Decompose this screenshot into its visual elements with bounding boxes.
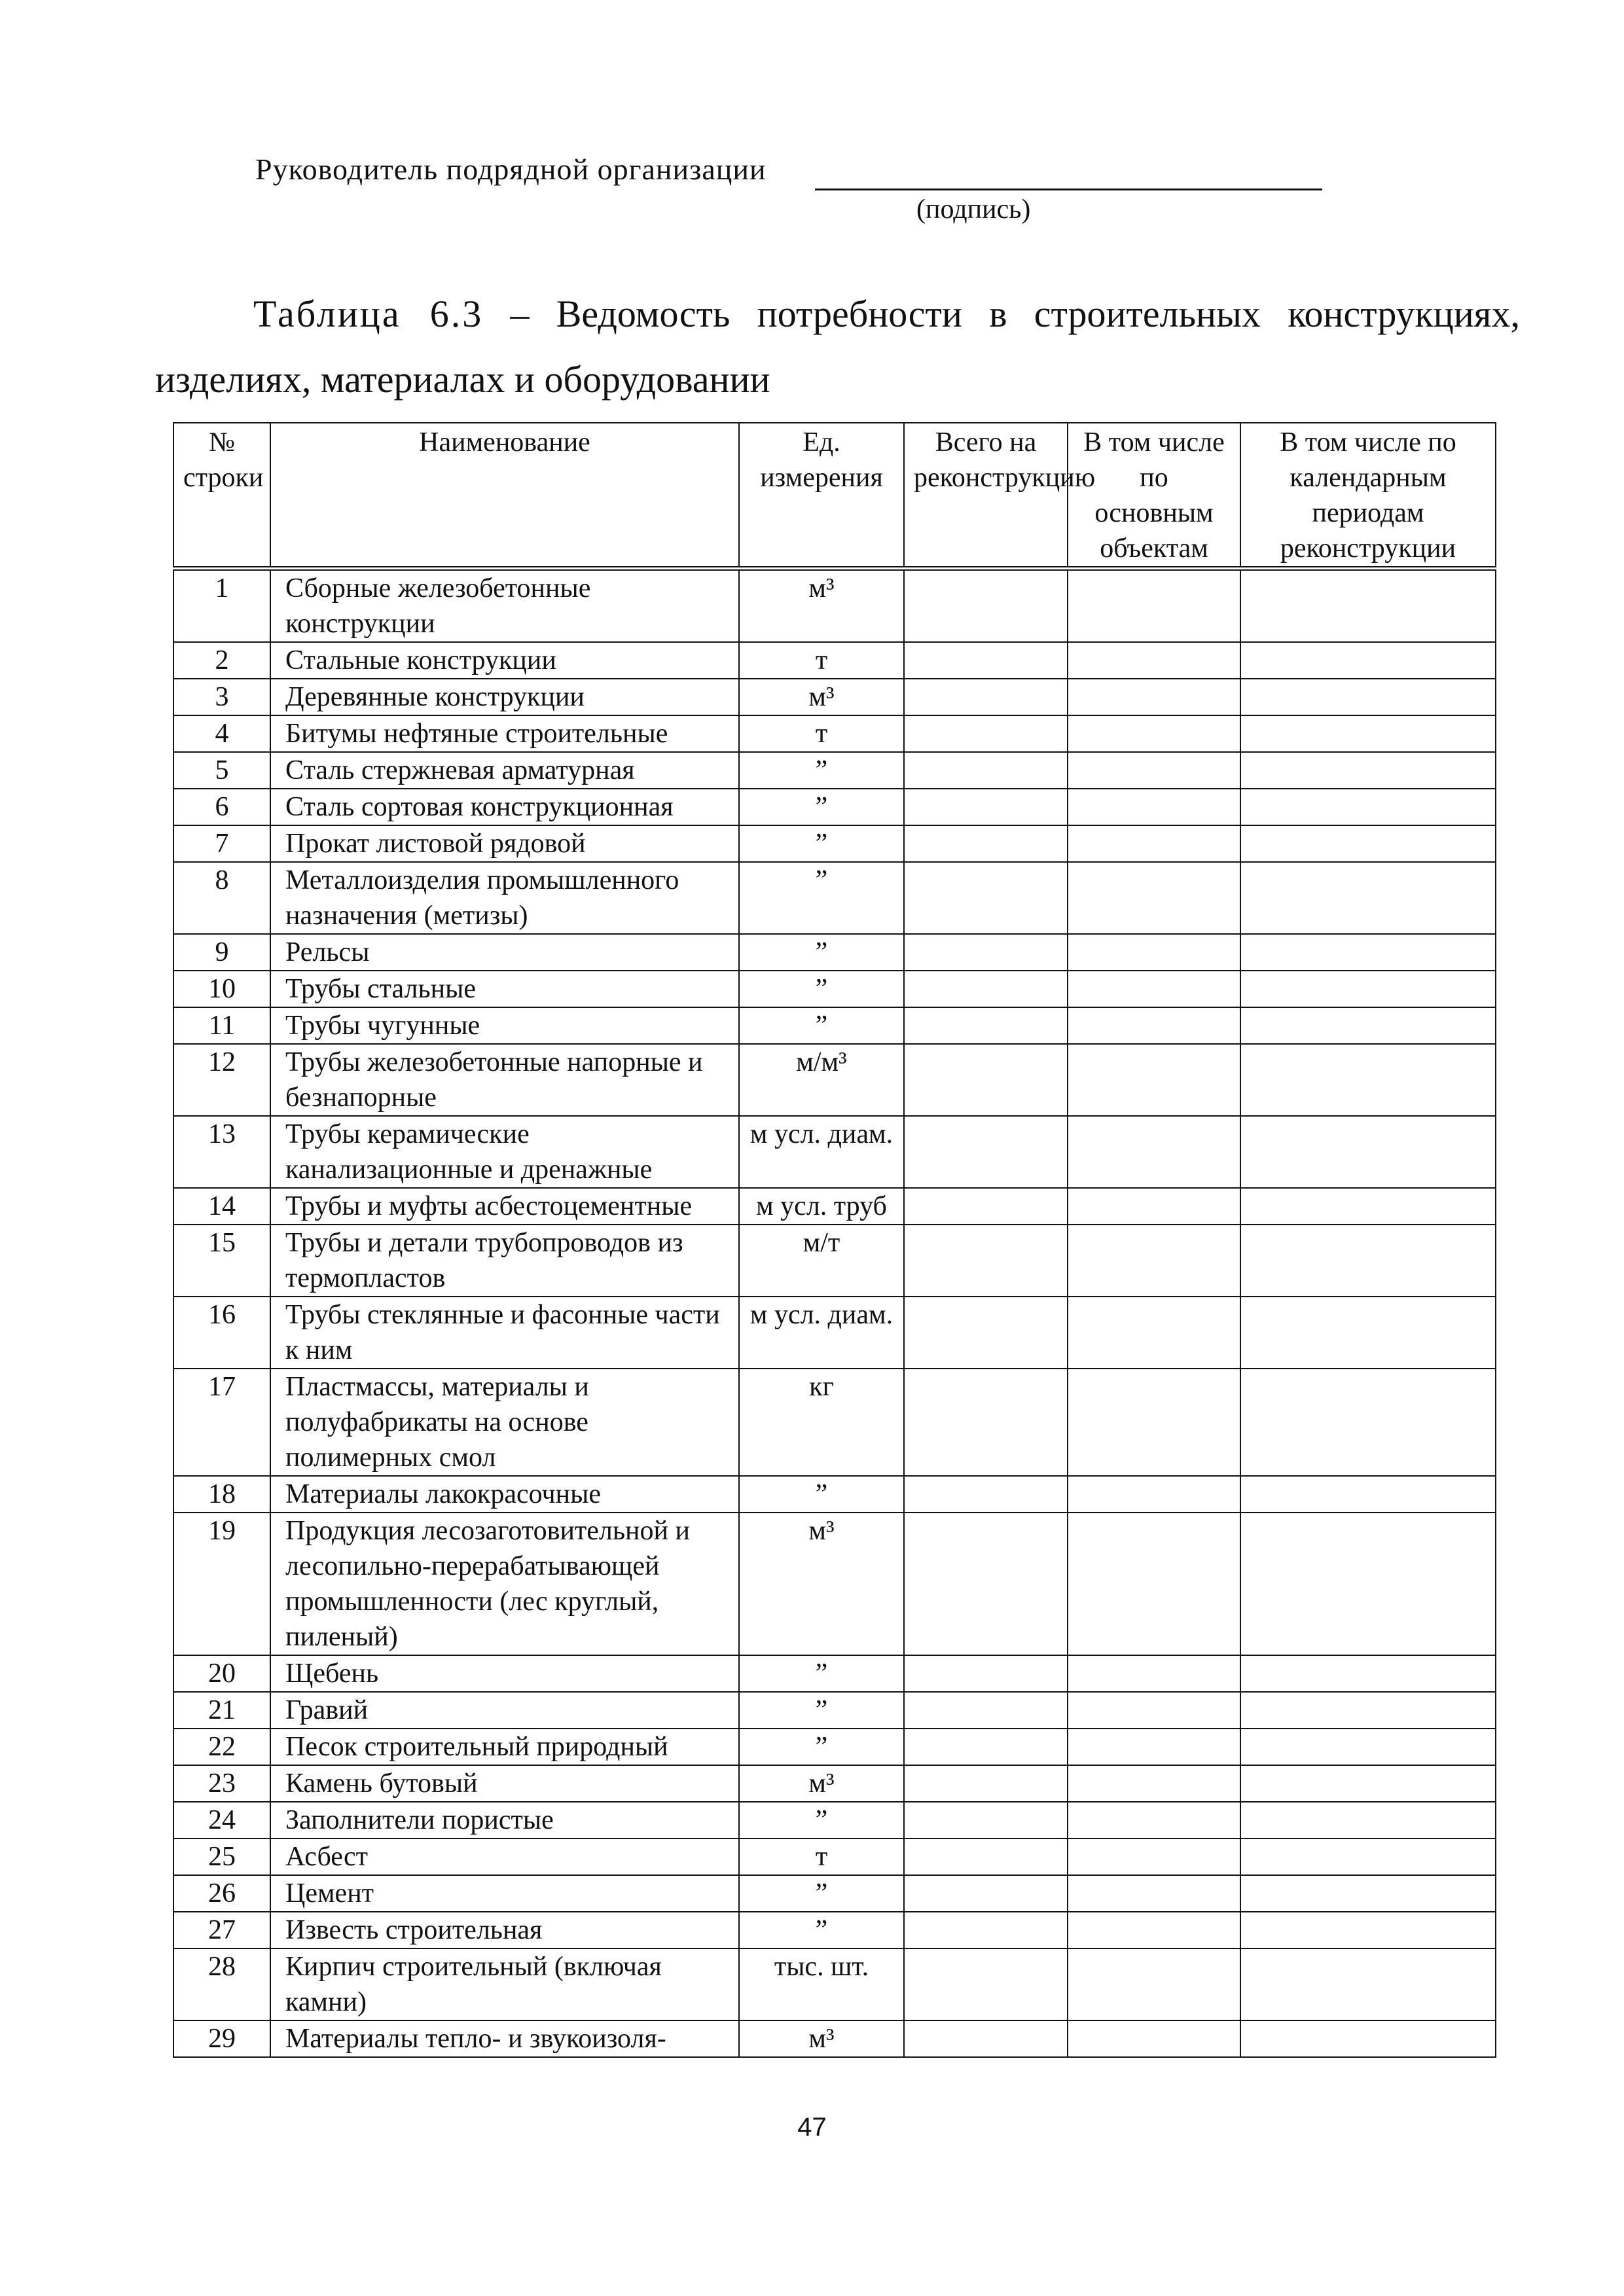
unit-cell: м/м³ (739, 1044, 904, 1116)
row-number-cell: 3 (173, 679, 270, 715)
table-header-row (173, 423, 1496, 569)
table-body (173, 569, 1496, 2058)
unit-cell: м³ (739, 1765, 904, 1802)
row-number-cell: 12 (173, 1044, 270, 1116)
unit-cell: ” (739, 1729, 904, 1765)
material-name-cell: Прокат листовой рядовой (270, 825, 739, 862)
unit-cell: ” (739, 1007, 904, 1044)
material-name-cell: Трубы чугунные (270, 1007, 739, 1044)
material-name-cell: Щебень (270, 1655, 739, 1692)
material-name-cell: Сталь сортовая конструкционная (270, 789, 739, 825)
total-cell (904, 1369, 1068, 1476)
unit-cell: ” (739, 971, 904, 1007)
calendar-periods-cell (1240, 1948, 1496, 2020)
table-row (173, 679, 1496, 715)
total-cell (904, 752, 1068, 789)
table-caption (155, 281, 1520, 412)
table-row (173, 1948, 1496, 2020)
table-caption-label: Таблица 6.3 (253, 293, 484, 335)
table-row (173, 569, 1496, 643)
calendar-periods-cell (1240, 752, 1496, 789)
material-name-cell: Песок строительный природный (270, 1729, 739, 1765)
row-number-cell: 8 (173, 862, 270, 934)
total-cell (904, 1765, 1068, 1802)
unit-cell: тыс. шт. (739, 1948, 904, 2020)
total-cell (904, 1476, 1068, 1513)
signature-caption: (подпись) (916, 194, 1031, 224)
col-header-name: Наименование (270, 423, 739, 569)
col-header-row-number: № строки (173, 423, 270, 569)
table-row (173, 934, 1496, 971)
total-cell (904, 789, 1068, 825)
main-objects-cell (1068, 715, 1240, 752)
table-row (173, 1692, 1496, 1729)
material-name-cell: Заполнители пористые (270, 1802, 739, 1839)
table-row (173, 862, 1496, 934)
calendar-periods-cell (1240, 642, 1496, 679)
table-row (173, 1188, 1496, 1225)
main-objects-cell (1068, 1655, 1240, 1692)
material-name-cell: Деревянные конструкции (270, 679, 739, 715)
material-name-cell: Продукция лесозаготовительной и лесопильно-перерабатывающей промышленности (лес круглый, пиленый) (270, 1513, 739, 1655)
table-row (173, 2020, 1496, 2057)
main-objects-cell (1068, 1802, 1240, 1839)
row-number-cell: 1 (173, 569, 270, 643)
unit-cell: ” (739, 1875, 904, 1912)
calendar-periods-cell (1240, 1912, 1496, 1948)
table-row (173, 1007, 1496, 1044)
table-row (173, 1297, 1496, 1369)
calendar-periods-cell (1240, 1513, 1496, 1655)
row-number-cell: 13 (173, 1116, 270, 1188)
table-row (173, 1225, 1496, 1297)
total-cell (904, 971, 1068, 1007)
unit-cell: ” (739, 825, 904, 862)
row-number-cell: 10 (173, 971, 270, 1007)
total-cell (904, 1912, 1068, 1948)
main-objects-cell (1068, 934, 1240, 971)
table-row (173, 1839, 1496, 1875)
main-objects-cell (1068, 971, 1240, 1007)
material-name-cell: Трубы стальные (270, 971, 739, 1007)
row-number-cell: 29 (173, 2020, 270, 2057)
table-row (173, 971, 1496, 1007)
main-objects-cell (1068, 789, 1240, 825)
main-objects-cell (1068, 1225, 1240, 1297)
main-objects-cell (1068, 1007, 1240, 1044)
unit-cell: т (739, 1839, 904, 1875)
material-name-cell: Пластмассы, материалы и полуфабрикаты на основе полимерных смол (270, 1369, 739, 1476)
main-objects-cell (1068, 569, 1240, 643)
row-number-cell: 16 (173, 1297, 270, 1369)
calendar-periods-cell (1240, 825, 1496, 862)
main-objects-cell (1068, 1369, 1240, 1476)
calendar-periods-cell (1240, 715, 1496, 752)
total-cell (904, 1116, 1068, 1188)
calendar-periods-cell (1240, 1188, 1496, 1225)
row-number-cell: 14 (173, 1188, 270, 1225)
total-cell (904, 569, 1068, 643)
main-objects-cell (1068, 1948, 1240, 2020)
material-name-cell: Материалы лакокрасочные (270, 1476, 739, 1513)
row-number-cell: 9 (173, 934, 270, 971)
page-number: 47 (797, 2113, 827, 2142)
row-number-cell: 7 (173, 825, 270, 862)
calendar-periods-cell (1240, 1765, 1496, 1802)
total-cell (904, 1297, 1068, 1369)
unit-cell: ” (739, 1802, 904, 1839)
row-number-cell: 20 (173, 1655, 270, 1692)
material-name-cell: Трубы железобетонные напорные и безнапорные (270, 1044, 739, 1116)
col-header-main-objects: В том числе по основным объектам (1068, 423, 1240, 569)
material-name-cell: Асбест (270, 1839, 739, 1875)
total-cell (904, 2020, 1068, 2057)
table-row (173, 1765, 1496, 1802)
row-number-cell: 15 (173, 1225, 270, 1297)
row-number-cell: 18 (173, 1476, 270, 1513)
col-header-calendar-periods: В том числе по календарным периодам реконструкции (1240, 423, 1496, 569)
table-row (173, 1116, 1496, 1188)
material-name-cell: Трубы стеклянные и фасонные части к ним (270, 1297, 739, 1369)
calendar-periods-cell (1240, 679, 1496, 715)
main-objects-cell (1068, 1729, 1240, 1765)
material-name-cell: Рельсы (270, 934, 739, 971)
total-cell (904, 1225, 1068, 1297)
main-objects-cell (1068, 1875, 1240, 1912)
total-cell (904, 679, 1068, 715)
table-row (173, 1044, 1496, 1116)
table-row (173, 1476, 1496, 1513)
unit-cell: ” (739, 1655, 904, 1692)
unit-cell: м/т (739, 1225, 904, 1297)
total-cell (904, 1729, 1068, 1765)
row-number-cell: 22 (173, 1729, 270, 1765)
table-row (173, 1369, 1496, 1476)
calendar-periods-cell (1240, 1369, 1496, 1476)
row-number-cell: 21 (173, 1692, 270, 1729)
table-row (173, 715, 1496, 752)
main-objects-cell (1068, 1839, 1240, 1875)
main-objects-cell (1068, 1912, 1240, 1948)
material-name-cell: Кирпич строительный (включая камни) (270, 1948, 739, 2020)
total-cell (904, 1655, 1068, 1692)
total-cell (904, 1007, 1068, 1044)
signature-label: Руководитель подрядной организации (255, 152, 767, 186)
unit-cell: м³ (739, 2020, 904, 2057)
unit-cell: кг (739, 1369, 904, 1476)
total-cell (904, 1044, 1068, 1116)
unit-cell: ” (739, 789, 904, 825)
main-objects-cell (1068, 2020, 1240, 2057)
main-objects-cell (1068, 1044, 1240, 1116)
unit-cell: ” (739, 934, 904, 971)
calendar-periods-cell (1240, 1839, 1496, 1875)
main-objects-cell (1068, 1765, 1240, 1802)
table-row (173, 1912, 1496, 1948)
signature-blank-line (815, 188, 1322, 190)
main-objects-cell (1068, 862, 1240, 934)
row-number-cell: 4 (173, 715, 270, 752)
calendar-periods-cell (1240, 934, 1496, 971)
col-header-unit: Ед. измерения (739, 423, 904, 569)
unit-cell: ” (739, 1476, 904, 1513)
calendar-periods-cell (1240, 862, 1496, 934)
calendar-periods-cell (1240, 1116, 1496, 1188)
row-number-cell: 25 (173, 1839, 270, 1875)
unit-cell: ” (739, 1912, 904, 1948)
table-row (173, 789, 1496, 825)
calendar-periods-cell (1240, 2020, 1496, 2057)
main-objects-cell (1068, 679, 1240, 715)
calendar-periods-cell (1240, 1297, 1496, 1369)
table-row (173, 825, 1496, 862)
calendar-periods-cell (1240, 1476, 1496, 1513)
material-name-cell: Сталь стержневая арматурная (270, 752, 739, 789)
row-number-cell: 26 (173, 1875, 270, 1912)
material-name-cell: Сборные железобетонные конструкции (270, 569, 739, 643)
total-cell (904, 1839, 1068, 1875)
row-number-cell: 2 (173, 642, 270, 679)
unit-cell: м усл. труб (739, 1188, 904, 1225)
total-cell (904, 1875, 1068, 1912)
total-cell (904, 862, 1068, 934)
material-name-cell: Известь строительная (270, 1912, 739, 1948)
material-name-cell: Трубы керамические канализационные и дренажные (270, 1116, 739, 1188)
unit-cell: ” (739, 862, 904, 934)
main-objects-cell (1068, 1513, 1240, 1655)
table-row (173, 1513, 1496, 1655)
unit-cell: м усл. диам. (739, 1116, 904, 1188)
material-name-cell: Материалы тепло- и звукоизоля- (270, 2020, 739, 2057)
table-row (173, 1729, 1496, 1765)
unit-cell: т (739, 642, 904, 679)
table-caption-text: – Ведомость потребности в строительных конструкциях, изделиях, материалах и оборудовании (155, 293, 1520, 401)
material-name-cell: Трубы и детали трубопроводов из термопластов (270, 1225, 739, 1297)
main-objects-cell (1068, 642, 1240, 679)
total-cell (904, 1692, 1068, 1729)
row-number-cell: 11 (173, 1007, 270, 1044)
material-name-cell: Камень бутовый (270, 1765, 739, 1802)
material-name-cell: Цемент (270, 1875, 739, 1912)
total-cell (904, 1188, 1068, 1225)
main-objects-cell (1068, 1297, 1240, 1369)
unit-cell: м³ (739, 569, 904, 643)
calendar-periods-cell (1240, 1044, 1496, 1116)
materials-table (173, 422, 1496, 2058)
row-number-cell: 28 (173, 1948, 270, 2020)
calendar-periods-cell (1240, 971, 1496, 1007)
unit-cell: ” (739, 752, 904, 789)
row-number-cell: 6 (173, 789, 270, 825)
total-cell (904, 1948, 1068, 2020)
calendar-periods-cell (1240, 1692, 1496, 1729)
total-cell (904, 934, 1068, 971)
calendar-periods-cell (1240, 1655, 1496, 1692)
table-row (173, 1655, 1496, 1692)
total-cell (904, 715, 1068, 752)
calendar-periods-cell (1240, 569, 1496, 643)
row-number-cell: 5 (173, 752, 270, 789)
calendar-periods-cell (1240, 1729, 1496, 1765)
main-objects-cell (1068, 1116, 1240, 1188)
total-cell (904, 825, 1068, 862)
main-objects-cell (1068, 1692, 1240, 1729)
calendar-periods-cell (1240, 789, 1496, 825)
material-name-cell: Трубы и муфты асбестоцементные (270, 1188, 739, 1225)
unit-cell: м³ (739, 679, 904, 715)
calendar-periods-cell (1240, 1007, 1496, 1044)
unit-cell: м³ (739, 1513, 904, 1655)
unit-cell: ” (739, 1692, 904, 1729)
col-header-total: Всего на реконструкцию (904, 423, 1068, 569)
unit-cell: м усл. диам. (739, 1297, 904, 1369)
main-objects-cell (1068, 825, 1240, 862)
table-row (173, 642, 1496, 679)
material-name-cell: Стальные конструкции (270, 642, 739, 679)
total-cell (904, 1513, 1068, 1655)
main-objects-cell (1068, 752, 1240, 789)
calendar-periods-cell (1240, 1225, 1496, 1297)
table-row (173, 1802, 1496, 1839)
total-cell (904, 1802, 1068, 1839)
unit-cell: т (739, 715, 904, 752)
total-cell (904, 642, 1068, 679)
calendar-periods-cell (1240, 1802, 1496, 1839)
row-number-cell: 27 (173, 1912, 270, 1948)
material-name-cell: Металлоизделия промышленного назначения (метизы) (270, 862, 739, 934)
main-objects-cell (1068, 1476, 1240, 1513)
row-number-cell: 17 (173, 1369, 270, 1476)
material-name-cell: Гравий (270, 1692, 739, 1729)
table-row (173, 1875, 1496, 1912)
row-number-cell: 23 (173, 1765, 270, 1802)
calendar-periods-cell (1240, 1875, 1496, 1912)
material-name-cell: Битумы нефтяные строительные (270, 715, 739, 752)
row-number-cell: 24 (173, 1802, 270, 1839)
row-number-cell: 19 (173, 1513, 270, 1655)
table-row (173, 752, 1496, 789)
main-objects-cell (1068, 1188, 1240, 1225)
